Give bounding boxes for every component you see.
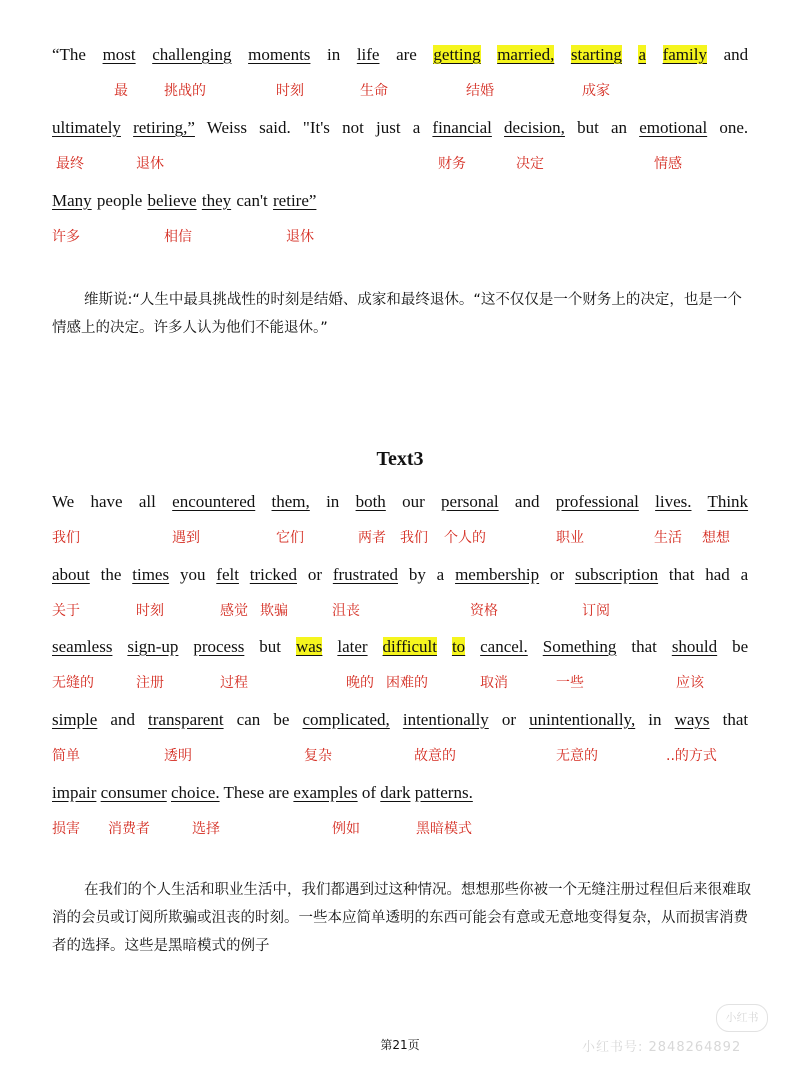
word: impair [52,783,97,802]
highlighted-word: married, [497,45,555,64]
gloss: 复杂 [304,748,332,764]
gloss: 职业 [556,530,584,546]
gloss: 生活 [654,530,682,546]
word: one. [719,118,749,137]
word: the [100,565,122,584]
word: consumer [100,783,167,802]
section-heading: Text3 [376,448,424,470]
passage-line [52,117,748,139]
word: that [631,637,657,656]
gloss: 注册 [136,675,164,691]
word: personal [441,492,499,511]
word: simple [52,710,98,729]
word: and [723,45,749,64]
word: ultimately [52,118,121,137]
word: can [236,710,261,729]
passage-line [52,564,748,586]
word: life [356,45,380,64]
word: about [52,565,90,584]
word: or [307,565,322,584]
word: believe [147,191,197,210]
passage-line [52,491,748,513]
gloss: 遇到 [172,530,200,546]
word: our [402,492,425,511]
gloss: 故意的 [414,748,456,764]
word: should [671,637,718,656]
passage-line [52,782,748,804]
chinese-translation: 在我们的个人生活和职业生活中，我们都遇到过这种情况。想想那些你被一个无缝注册过程但后来很难取消的会员或订阅所欺骗或沮丧的时刻。一些本应简单透明的东西可能会有意或无意地变得复杂，从而损害消费者的选择。这些是黑暗模式的例子 [52,882,751,954]
word: Weiss [206,118,247,137]
word: dark [380,783,411,802]
gloss: 例如 [332,821,360,837]
highlighted-word: a [638,45,647,64]
word: subscription [574,565,659,584]
word: in [326,492,340,511]
page-number: 第21页 [380,1038,420,1052]
gloss: ..的方式 [666,748,717,764]
highlighted-word: family [662,45,707,64]
word: had [705,565,730,584]
gloss: 相信 [164,229,192,245]
gloss: 取消 [480,675,508,691]
word: but [259,637,282,656]
word: lives. [655,492,692,511]
word: encountered [172,492,256,511]
word: an [610,118,628,137]
word: Think [707,492,749,511]
gloss: 晚的 [346,675,374,691]
gloss: 决定 [516,156,544,172]
word: of [361,783,377,802]
passage-line [52,636,748,658]
word: not [342,118,364,137]
word: unintentionally, [529,710,636,729]
gloss: 退休 [136,156,164,172]
word: financial [432,118,492,137]
word: felt [216,565,239,584]
word: complicated, [302,710,390,729]
passage-line [52,709,748,731]
gloss: 想想 [702,530,730,546]
gloss: 它们 [276,530,304,546]
gloss: 时刻 [136,603,164,619]
gloss: 挑战的 [164,83,206,99]
gloss: 无缝的 [52,675,94,691]
gloss: 选择 [192,821,220,837]
word: have [90,492,123,511]
word: examples [293,783,358,802]
gloss: 资格 [470,603,498,619]
word: are [268,783,290,802]
gloss: 最 [114,83,128,99]
gloss: 我们 [400,530,428,546]
word: seamless [52,637,113,656]
word: in [327,45,341,64]
word: but [577,118,599,137]
watermark-badge: 小红书 [716,1004,768,1032]
highlighted-word: to [451,637,466,656]
gloss: 生命 [360,83,388,99]
passage-line [52,44,748,66]
word: people [96,191,143,210]
gloss: 无意的 [556,748,598,764]
watermark-text: 小红书号: 2848264892 [582,1040,742,1055]
highlighted-word: difficult [382,637,437,656]
gloss: 关于 [52,603,80,619]
gloss: 许多 [52,229,80,245]
word: they [201,191,232,210]
gloss: 透明 [164,748,192,764]
word: sign-up [127,637,179,656]
gloss: 最终 [56,156,84,172]
highlighted-word: getting [433,45,481,64]
word: frustrated [332,565,398,584]
word: can't [236,191,268,210]
gloss: 个人的 [444,530,486,546]
word: membership [455,565,540,584]
word: a [740,565,749,584]
word: in [648,710,662,729]
word: process [193,637,245,656]
gloss: 消费者 [108,821,150,837]
word: professional [555,492,639,511]
gloss: 沮丧 [332,603,360,619]
word: both [355,492,386,511]
word: a [436,565,445,584]
gloss: 简单 [52,748,80,764]
gloss: 过程 [220,675,248,691]
gloss: 财务 [438,156,466,172]
word: Something [542,637,617,656]
word: that [722,710,749,729]
word: later [337,637,368,656]
word: cancel. [480,637,528,656]
gloss: 应该 [676,675,704,691]
gloss: 订阅 [582,603,610,619]
word: retire” [273,191,317,210]
gloss: 结婚 [466,83,494,99]
highlighted-word: starting [570,45,622,64]
word: "It's [302,118,330,137]
word: challenging [152,45,232,64]
word: just [375,118,401,137]
word: choice. [170,783,220,802]
word: moments [248,45,311,64]
gloss: 两者 [358,530,386,546]
word: them, [271,492,310,511]
word: and [110,710,135,729]
word: or [501,710,517,729]
word: Many [52,191,92,210]
word: and [514,492,540,511]
word: are [396,45,417,64]
gloss: 我们 [52,530,80,546]
word: intentionally [402,710,489,729]
gloss: 困难的 [386,675,428,691]
gloss: 一些 [556,675,584,691]
gloss: 情感 [654,156,682,172]
word: retiring,” [133,118,195,137]
word: be [732,637,749,656]
word: you [179,565,206,584]
gloss: 损害 [52,821,80,837]
word: be [273,710,290,729]
word: a [412,118,421,137]
word: patterns. [414,783,473,802]
word: We [52,492,75,511]
gloss: 成家 [582,83,610,99]
word: decision, [504,118,565,137]
word: ways [674,710,710,729]
word: said. [259,118,291,137]
word: tricked [249,565,297,584]
gloss: 欺骗 [260,603,288,619]
word: emotional [639,118,708,137]
gloss: 感觉 [220,603,248,619]
word: by [408,565,426,584]
chinese-translation: 维斯说:“人生中最具挑战性的时刻是结婚、成家和最终退休。“这不仅仅是一个财务上的决定，也是一个情感上的决定。许多人认为他们不能退休。” [52,292,742,336]
word: “The [52,45,86,64]
word: times [132,565,170,584]
word: all [138,492,156,511]
gloss: 时刻 [276,83,304,99]
word: or [549,565,565,584]
word: These [223,783,265,802]
gloss: 退休 [286,229,314,245]
word: transparent [148,710,224,729]
passage-line [52,190,748,212]
word: most [102,45,136,64]
word: that [668,565,695,584]
highlighted-word: was [295,637,323,656]
gloss: 黑暗模式 [416,821,472,837]
